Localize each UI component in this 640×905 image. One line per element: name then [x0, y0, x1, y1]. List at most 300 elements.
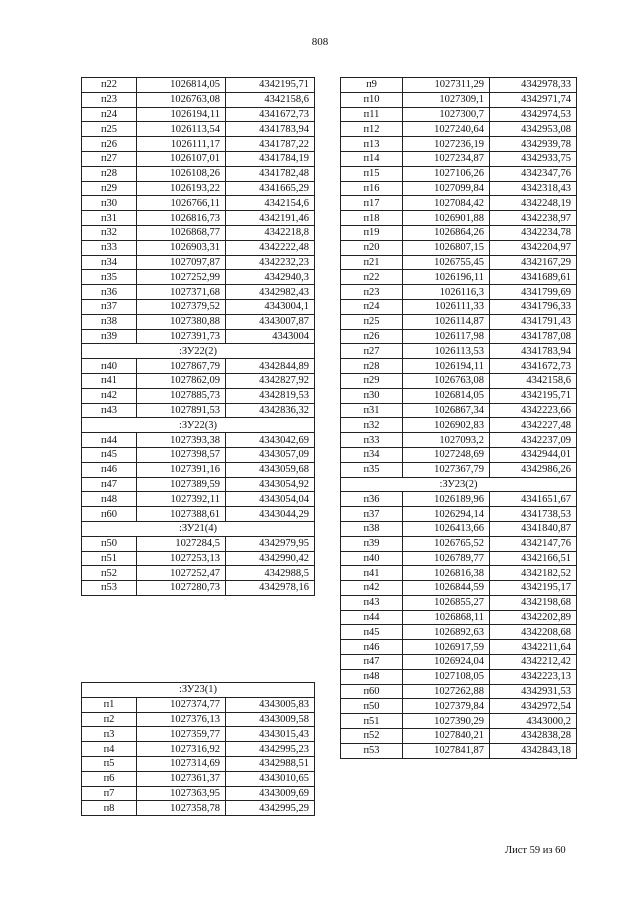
y-coordinate-cell: 4342990,42 [226, 551, 315, 566]
x-coordinate-cell: 1026763,08 [137, 92, 226, 107]
point-id-cell: п3 [82, 727, 137, 742]
x-coordinate-cell: 1027093,2 [403, 433, 490, 448]
point-id-cell: п50 [82, 536, 137, 551]
y-coordinate-cell: 4341796,33 [490, 299, 577, 314]
y-coordinate-cell: 4341784,19 [226, 151, 315, 166]
point-id-cell: п47 [341, 655, 403, 670]
y-coordinate-cell: 4342982,43 [226, 285, 315, 300]
table-row [82, 492, 315, 507]
point-id-cell: п27 [82, 151, 137, 166]
point-id-cell: п48 [341, 669, 403, 684]
table-row [341, 743, 577, 758]
y-coordinate-cell: 4342202,89 [490, 610, 577, 625]
point-id-cell: п6 [82, 771, 137, 786]
x-coordinate-cell: 1026294,14 [403, 507, 490, 522]
table-row [341, 714, 577, 729]
table-row [82, 388, 315, 403]
y-coordinate-cell: 4343009,58 [226, 712, 315, 727]
y-coordinate-cell: 4342191,46 [226, 211, 315, 226]
x-coordinate-cell: 1027316,92 [137, 742, 226, 757]
table-row [341, 684, 577, 699]
point-id-cell: п45 [341, 625, 403, 640]
y-coordinate-cell: 4342978,33 [490, 78, 577, 93]
y-coordinate-cell: 4343000,2 [490, 714, 577, 729]
x-coordinate-cell: 1027311,29 [403, 78, 490, 93]
x-coordinate-cell: 1027885,73 [137, 388, 226, 403]
point-id-cell: п20 [341, 240, 403, 255]
section-label: :ЗУ21(4) [82, 521, 315, 536]
table-row [341, 521, 577, 536]
y-coordinate-cell: 4342836,32 [226, 403, 315, 418]
x-coordinate-cell: 1026114,87 [403, 314, 490, 329]
y-coordinate-cell: 4343042,69 [226, 433, 315, 448]
table-row [82, 270, 315, 285]
point-id-cell: п11 [341, 107, 403, 122]
x-coordinate-cell: 1026917,59 [403, 640, 490, 655]
y-coordinate-cell: 4341783,94 [226, 122, 315, 137]
y-coordinate-cell: 4341799,69 [490, 285, 577, 300]
x-coordinate-cell: 1027363,95 [137, 786, 226, 801]
table-row [341, 507, 577, 522]
y-coordinate-cell: 4342238,97 [490, 211, 577, 226]
x-coordinate-cell: 1026189,96 [403, 492, 490, 507]
x-coordinate-cell: 1026855,27 [403, 595, 490, 610]
x-coordinate-cell: 1026816,73 [137, 211, 226, 226]
y-coordinate-cell: 4342166,51 [490, 551, 577, 566]
y-coordinate-cell: 4343059,68 [226, 462, 315, 477]
y-coordinate-cell: 4342995,29 [226, 801, 315, 816]
table-row [341, 566, 577, 581]
y-coordinate-cell: 4342158,6 [490, 373, 577, 388]
point-id-cell: п28 [341, 359, 403, 374]
y-coordinate-cell: 4343009,69 [226, 786, 315, 801]
table-row [341, 729, 577, 744]
y-coordinate-cell: 4343054,04 [226, 492, 315, 507]
y-coordinate-cell: 4342974,53 [490, 107, 577, 122]
x-coordinate-cell: 1027284,5 [137, 536, 226, 551]
point-id-cell: п45 [82, 447, 137, 462]
x-coordinate-cell: 1026194,11 [137, 107, 226, 122]
x-coordinate-cell: 1026892,63 [403, 625, 490, 640]
y-coordinate-cell: 4342844,89 [226, 359, 315, 374]
point-id-cell: п24 [82, 107, 137, 122]
x-coordinate-cell: 1026763,08 [403, 373, 490, 388]
x-coordinate-cell: 1026902,83 [403, 418, 490, 433]
y-coordinate-cell: 4342182,52 [490, 566, 577, 581]
point-id-cell: п27 [341, 344, 403, 359]
y-coordinate-cell: 4342195,71 [490, 388, 577, 403]
table-row [82, 240, 315, 255]
x-coordinate-cell: 1027108,05 [403, 669, 490, 684]
y-coordinate-cell: 4341787,08 [490, 329, 577, 344]
table-row [341, 669, 577, 684]
point-id-cell: п41 [341, 566, 403, 581]
x-coordinate-cell: 1027252,47 [137, 566, 226, 581]
point-id-cell: п7 [82, 786, 137, 801]
section-header-row [341, 477, 577, 492]
x-coordinate-cell: 1026765,52 [403, 536, 490, 551]
y-coordinate-cell: 4342195,17 [490, 581, 577, 596]
point-id-cell: п43 [341, 595, 403, 610]
y-coordinate-cell: 4342211,64 [490, 640, 577, 655]
table-row [82, 285, 315, 300]
y-coordinate-cell: 4342234,78 [490, 225, 577, 240]
x-coordinate-cell: 1027099,84 [403, 181, 490, 196]
y-coordinate-cell: 4341672,73 [226, 107, 315, 122]
x-coordinate-cell: 1027314,69 [137, 756, 226, 771]
table-row [341, 92, 577, 107]
point-id-cell: п42 [341, 581, 403, 596]
x-coordinate-cell: 1027309,1 [403, 92, 490, 107]
x-coordinate-cell: 1027389,59 [137, 477, 226, 492]
x-coordinate-cell: 1027841,87 [403, 743, 490, 758]
point-id-cell: п26 [82, 137, 137, 152]
point-id-cell: п36 [82, 285, 137, 300]
x-coordinate-cell: 1027390,29 [403, 714, 490, 729]
table-row [82, 373, 315, 388]
y-coordinate-cell: 4342198,68 [490, 595, 577, 610]
table-row [82, 477, 315, 492]
x-coordinate-cell: 1026814,05 [137, 78, 226, 93]
point-id-cell: п22 [341, 270, 403, 285]
sheet-footer: Лист 59 из 60 [505, 845, 566, 856]
y-coordinate-cell: 4343044,29 [226, 507, 315, 522]
x-coordinate-cell: 1027234,87 [403, 151, 490, 166]
x-coordinate-cell: 1027097,87 [137, 255, 226, 270]
table-row [82, 78, 315, 93]
coordinates-table-left-top [81, 77, 315, 596]
y-coordinate-cell: 4342237,09 [490, 433, 577, 448]
x-coordinate-cell: 1026193,22 [137, 181, 226, 196]
point-id-cell: п23 [82, 92, 137, 107]
x-coordinate-cell: 1027840,21 [403, 729, 490, 744]
x-coordinate-cell: 1026807,15 [403, 240, 490, 255]
section-label: :ЗУ23(1) [82, 683, 315, 698]
point-id-cell: п38 [341, 521, 403, 536]
section-label: :ЗУ23(2) [341, 477, 577, 492]
point-id-cell: п36 [341, 492, 403, 507]
x-coordinate-cell: 1026107,01 [137, 151, 226, 166]
point-id-cell: п41 [82, 373, 137, 388]
point-id-cell: п60 [341, 684, 403, 699]
point-id-cell: п43 [82, 403, 137, 418]
point-id-cell: п39 [341, 536, 403, 551]
table-row [82, 314, 315, 329]
point-id-cell: п51 [82, 551, 137, 566]
x-coordinate-cell: 1026864,26 [403, 225, 490, 240]
coordinates-table-left-bottom [81, 682, 315, 816]
y-coordinate-cell: 4342158,6 [226, 92, 315, 107]
y-coordinate-cell: 4341787,22 [226, 137, 315, 152]
x-coordinate-cell: 1027300,7 [403, 107, 490, 122]
y-coordinate-cell: 4342154,6 [226, 196, 315, 211]
table-row [82, 697, 315, 712]
y-coordinate-cell: 4342147,76 [490, 536, 577, 551]
table-row [82, 507, 315, 522]
table-row [341, 388, 577, 403]
point-id-cell: п48 [82, 492, 137, 507]
x-coordinate-cell: 1026113,53 [403, 344, 490, 359]
table-row [341, 137, 577, 152]
x-coordinate-cell: 1027252,99 [137, 270, 226, 285]
table-row [341, 122, 577, 137]
x-coordinate-cell: 1027371,68 [137, 285, 226, 300]
table-row [341, 270, 577, 285]
point-id-cell: п30 [341, 388, 403, 403]
x-coordinate-cell: 1026111,17 [137, 137, 226, 152]
x-coordinate-cell: 1027393,38 [137, 433, 226, 448]
point-id-cell: п9 [341, 78, 403, 93]
point-id-cell: п35 [341, 462, 403, 477]
point-id-cell: п31 [341, 403, 403, 418]
table-row [341, 492, 577, 507]
y-coordinate-cell: 4342232,23 [226, 255, 315, 270]
x-coordinate-cell: 1027380,88 [137, 314, 226, 329]
y-coordinate-cell: 4342940,3 [226, 270, 315, 285]
x-coordinate-cell: 1027391,73 [137, 329, 226, 344]
x-coordinate-cell: 1026113,54 [137, 122, 226, 137]
table-row [341, 640, 577, 655]
point-id-cell: п53 [341, 743, 403, 758]
x-coordinate-cell: 1026117,98 [403, 329, 490, 344]
table-row [341, 551, 577, 566]
y-coordinate-cell: 4342248,19 [490, 196, 577, 211]
point-id-cell: п40 [341, 551, 403, 566]
point-id-cell: п2 [82, 712, 137, 727]
x-coordinate-cell: 1026844,59 [403, 581, 490, 596]
table-row [82, 196, 315, 211]
table-row [82, 712, 315, 727]
point-id-cell: п33 [82, 240, 137, 255]
table-row [82, 433, 315, 448]
table-row [82, 211, 315, 226]
table-row [341, 211, 577, 226]
y-coordinate-cell: 4342204,97 [490, 240, 577, 255]
point-id-cell: п10 [341, 92, 403, 107]
x-coordinate-cell: 1026789,77 [403, 551, 490, 566]
table-row [82, 771, 315, 786]
section-label: :ЗУ22(2) [82, 344, 315, 359]
x-coordinate-cell: 1026814,05 [403, 388, 490, 403]
x-coordinate-cell: 1026116,3 [403, 285, 490, 300]
table-row [82, 329, 315, 344]
page-number: 808 [311, 36, 329, 48]
point-id-cell: п38 [82, 314, 137, 329]
table-row [341, 151, 577, 166]
point-id-cell: п31 [82, 211, 137, 226]
table-row [341, 536, 577, 551]
point-id-cell: п40 [82, 359, 137, 374]
point-id-cell: п25 [82, 122, 137, 137]
x-coordinate-cell: 1026108,26 [137, 166, 226, 181]
table-row [341, 240, 577, 255]
table-row [82, 137, 315, 152]
section-label: :ЗУ22(3) [82, 418, 315, 433]
point-id-cell: п44 [341, 610, 403, 625]
x-coordinate-cell: 1027253,13 [137, 551, 226, 566]
point-id-cell: п24 [341, 299, 403, 314]
y-coordinate-cell: 4342979,95 [226, 536, 315, 551]
table-row [82, 166, 315, 181]
x-coordinate-cell: 1026924,04 [403, 655, 490, 670]
point-id-cell: п21 [341, 255, 403, 270]
x-coordinate-cell: 1026766,11 [137, 196, 226, 211]
table-row [341, 181, 577, 196]
y-coordinate-cell: 4342827,92 [226, 373, 315, 388]
point-id-cell: п42 [82, 388, 137, 403]
y-coordinate-cell: 4342222,48 [226, 240, 315, 255]
coordinates-table-right [340, 77, 577, 759]
table-row [341, 255, 577, 270]
point-id-cell: п34 [82, 255, 137, 270]
x-coordinate-cell: 1026413,66 [403, 521, 490, 536]
y-coordinate-cell: 4343010,65 [226, 771, 315, 786]
y-coordinate-cell: 4343004,1 [226, 299, 315, 314]
point-id-cell: п34 [341, 447, 403, 462]
y-coordinate-cell: 4341738,53 [490, 507, 577, 522]
table-row [82, 566, 315, 581]
point-id-cell: п17 [341, 196, 403, 211]
table-row [82, 403, 315, 418]
x-coordinate-cell: 1026901,88 [403, 211, 490, 226]
table-row [82, 536, 315, 551]
table-row [82, 181, 315, 196]
table-row [82, 151, 315, 166]
x-coordinate-cell: 1027379,84 [403, 699, 490, 714]
x-coordinate-cell: 1027376,13 [137, 712, 226, 727]
table-row [82, 447, 315, 462]
x-coordinate-cell: 1027862,09 [137, 373, 226, 388]
x-coordinate-cell: 1026111,33 [403, 299, 490, 314]
y-coordinate-cell: 4342223,13 [490, 669, 577, 684]
y-coordinate-cell: 4342208,68 [490, 625, 577, 640]
table-row [341, 418, 577, 433]
table-row [341, 581, 577, 596]
y-coordinate-cell: 4341840,87 [490, 521, 577, 536]
point-id-cell: п44 [82, 433, 137, 448]
y-coordinate-cell: 4343015,43 [226, 727, 315, 742]
y-coordinate-cell: 4343005,83 [226, 697, 315, 712]
x-coordinate-cell: 1026867,34 [403, 403, 490, 418]
section-header-row [82, 418, 315, 433]
x-coordinate-cell: 1027240,64 [403, 122, 490, 137]
x-coordinate-cell: 1027361,37 [137, 771, 226, 786]
section-header-row [82, 521, 315, 536]
y-coordinate-cell: 4342223,66 [490, 403, 577, 418]
table-row [341, 107, 577, 122]
y-coordinate-cell: 4342227,48 [490, 418, 577, 433]
table-row [341, 625, 577, 640]
point-id-cell: п13 [341, 137, 403, 152]
point-id-cell: п39 [82, 329, 137, 344]
y-coordinate-cell: 4342819,53 [226, 388, 315, 403]
point-id-cell: п47 [82, 477, 137, 492]
y-coordinate-cell: 4343057,09 [226, 447, 315, 462]
y-coordinate-cell: 4342212,42 [490, 655, 577, 670]
table-row [341, 344, 577, 359]
y-coordinate-cell: 4342995,23 [226, 742, 315, 757]
x-coordinate-cell: 1027236,19 [403, 137, 490, 152]
table-row [341, 610, 577, 625]
table-row [82, 255, 315, 270]
x-coordinate-cell: 1027280,73 [137, 581, 226, 596]
x-coordinate-cell: 1027391,16 [137, 462, 226, 477]
point-id-cell: п22 [82, 78, 137, 93]
table-row [341, 447, 577, 462]
x-coordinate-cell: 1027248,69 [403, 447, 490, 462]
x-coordinate-cell: 1027367,79 [403, 462, 490, 477]
x-coordinate-cell: 1026816,38 [403, 566, 490, 581]
y-coordinate-cell: 4342218,8 [226, 225, 315, 240]
point-id-cell: п4 [82, 742, 137, 757]
point-id-cell: п53 [82, 581, 137, 596]
table-row [82, 581, 315, 596]
table-row [341, 403, 577, 418]
point-id-cell: п16 [341, 181, 403, 196]
table-row [82, 551, 315, 566]
point-id-cell: п60 [82, 507, 137, 522]
point-id-cell: п19 [341, 225, 403, 240]
y-coordinate-cell: 4341672,73 [490, 359, 577, 374]
y-coordinate-cell: 4342318,43 [490, 181, 577, 196]
table-row [82, 786, 315, 801]
y-coordinate-cell: 4342972,54 [490, 699, 577, 714]
point-id-cell: п15 [341, 166, 403, 181]
y-coordinate-cell: 4341782,48 [226, 166, 315, 181]
y-coordinate-cell: 4341783,94 [490, 344, 577, 359]
table-row [341, 78, 577, 93]
point-id-cell: п8 [82, 801, 137, 816]
x-coordinate-cell: 1026194,11 [403, 359, 490, 374]
table-row [82, 299, 315, 314]
point-id-cell: п12 [341, 122, 403, 137]
table-row [341, 299, 577, 314]
point-id-cell: п37 [341, 507, 403, 522]
table-row [341, 359, 577, 374]
y-coordinate-cell: 4342978,16 [226, 581, 315, 596]
y-coordinate-cell: 4342347,76 [490, 166, 577, 181]
point-id-cell: п35 [82, 270, 137, 285]
x-coordinate-cell: 1027359,77 [137, 727, 226, 742]
table-row [341, 433, 577, 448]
point-id-cell: п29 [82, 181, 137, 196]
y-coordinate-cell: 4342953,08 [490, 122, 577, 137]
y-coordinate-cell: 4341665,29 [226, 181, 315, 196]
table-row [82, 756, 315, 771]
x-coordinate-cell: 1026868,11 [403, 610, 490, 625]
x-coordinate-cell: 1027891,53 [137, 403, 226, 418]
table-row [82, 801, 315, 816]
table-row [82, 107, 315, 122]
point-id-cell: п50 [341, 699, 403, 714]
y-coordinate-cell: 4342933,75 [490, 151, 577, 166]
table-row [82, 92, 315, 107]
table-row [341, 462, 577, 477]
table-row [82, 122, 315, 137]
point-id-cell: п46 [82, 462, 137, 477]
table-row [341, 196, 577, 211]
x-coordinate-cell: 1026196,11 [403, 270, 490, 285]
point-id-cell: п52 [82, 566, 137, 581]
y-coordinate-cell: 4341791,43 [490, 314, 577, 329]
point-id-cell: п52 [341, 729, 403, 744]
x-coordinate-cell: 1027374,77 [137, 697, 226, 712]
point-id-cell: п23 [341, 285, 403, 300]
point-id-cell: п26 [341, 329, 403, 344]
x-coordinate-cell: 1027867,79 [137, 359, 226, 374]
y-coordinate-cell: 4342944,01 [490, 447, 577, 462]
point-id-cell: п30 [82, 196, 137, 211]
